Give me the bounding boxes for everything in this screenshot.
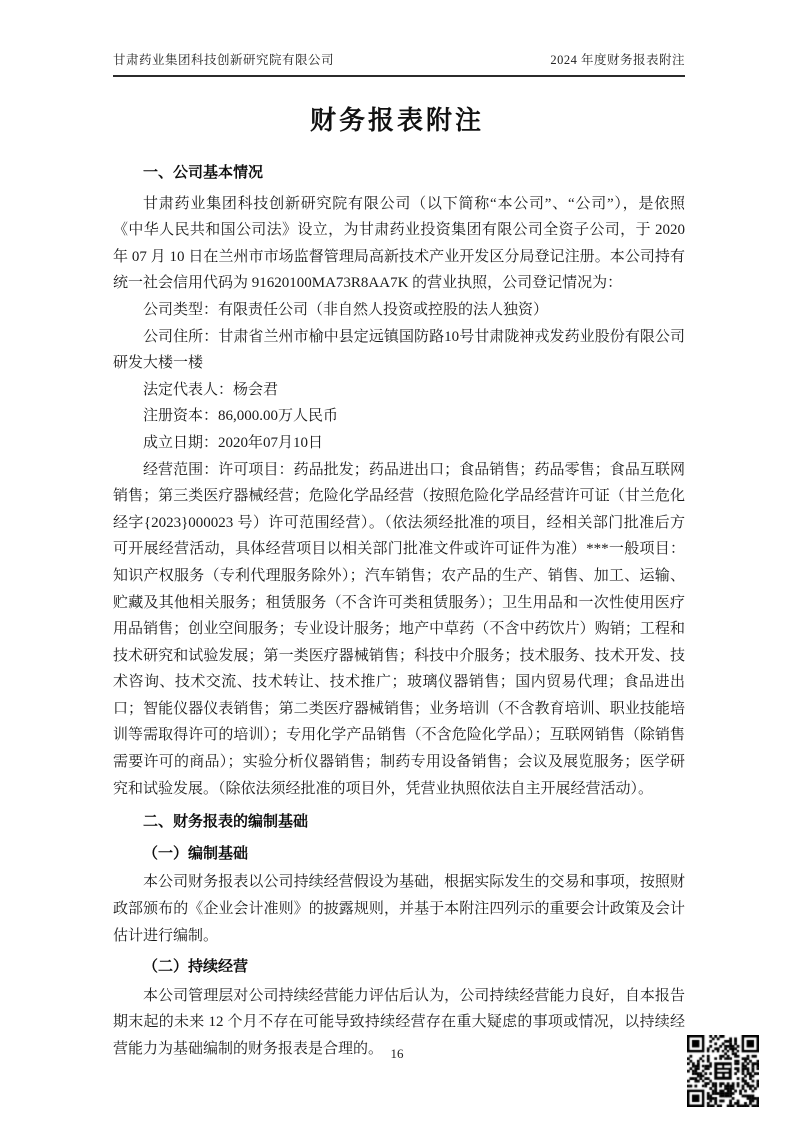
paragraph-registered-capital: 注册资本：86,000.00万人民币 [143, 408, 339, 425]
paragraph-business-scope: 经营范围：许可项目：药品批发；药品进出口；食品销售；药品零售；食品互联网销售；第三类医疗器械经营；危险化学品经营（按照危险化学品经营许可证（甘兰危化经字{2023}000023 号）许可范围经营）。（依法须经批准的项目，经相关部门批准后方可开展经营活动，具体经营项目以相关部门批准文件或许可证件为准）***一般项目：知识产权服务（专利代理服务除外）；汽车销售；农产品的生产、销售、加工、运输、贮藏及其他相关服务；租赁服务（不含许可类租赁服务）；卫生用品和一次性使用医疗用品销售；创业空间服务；专业设计服务；地产中草药（不含中药饮片）购销；工程和技术研究和试验发展；第一类医疗器械销售；科技中介服务；技术服务、技术开发、技术咨询、技术交流、技术转让、技术推广；玻璃仪器销售；国内贸易代理；食品进出口；智能仪器仪表销售；第二类医疗器械销售；业务培训（不含教育培训、职业技能培训等需取得许可的培训）；专用化学产品销售（不含危险化学品）；互联网销售（除销售需要许可的商品）；实验分析仪器销售；制药专用设备销售；会议及展览服务；医学研究和试验发展。（除依法须经批准的项目外，凭营业执照依法自主开展经营活动）。 [113, 461, 685, 797]
header-company-name: 甘肃药业集团科技创新研究院有限公司 [113, 53, 335, 67]
page-number: 16 [390, 1046, 404, 1061]
paragraph-company-intro: 甘肃药业集团科技创新研究院有限公司（以下简称“本公司”、“公司”），是依照《中华人民共和国公司法》设立，为甘肃药业投资集团有限公司全资子公司，于 2020 年 07 月 10 日在兰州市市场监督管理局高新技术产业开发区分局登记注册。本公司持有统一社会信用代码为 91620100MA73R8AA7K 的营业执照，公司登记情况为： [113, 195, 685, 292]
paragraph-legal-representative: 法定代表人：杨会君 [143, 381, 279, 398]
paragraph-establish-date: 成立日期：2020年07月10日 [143, 434, 324, 451]
paragraph-going-concern: 本公司管理层对公司持续经营能力评估后认为，公司持续经营能力良好，自本报告期末起的未来 12 个月不存在可能导致持续经营存在重大疑虑的事项或情况，以持续经营能力为基础编制的财务报表是合理的。 [113, 987, 685, 1057]
section-heading-preparation-basis: 二、财务报表的编制基础 [143, 813, 309, 831]
qr-code-icon [687, 1035, 759, 1107]
paragraph-basis: 本公司财务报表以公司持续经营假设为基础，根据实际发生的交易和事项，按照财政部颁布的《企业会计准则》的披露规则，并基于本附注四列示的重要会计政策及会计估计进行编制。 [113, 874, 685, 944]
subsection-heading-basis: （一）编制基础 [143, 844, 249, 862]
paragraph-company-address: 公司住所：甘肃省兰州市榆中县定远镇国防路10号甘肃陇神戎发药业股份有限公司研发大楼一楼 [113, 328, 685, 372]
header-doc-label: 2024 年度财务报表附注 [550, 53, 685, 67]
document-title: 财务报表附注 [309, 106, 484, 135]
page-header [113, 50, 685, 77]
paragraph-company-type: 公司类型：有限责任公司（非自然人投资或控股的法人独资） [143, 301, 549, 318]
section-heading-company-basic-info: 一、公司基本情况 [143, 164, 264, 181]
document-body [113, 153, 685, 1063]
subsection-heading-going-concern: （二）持续经营 [143, 958, 249, 976]
